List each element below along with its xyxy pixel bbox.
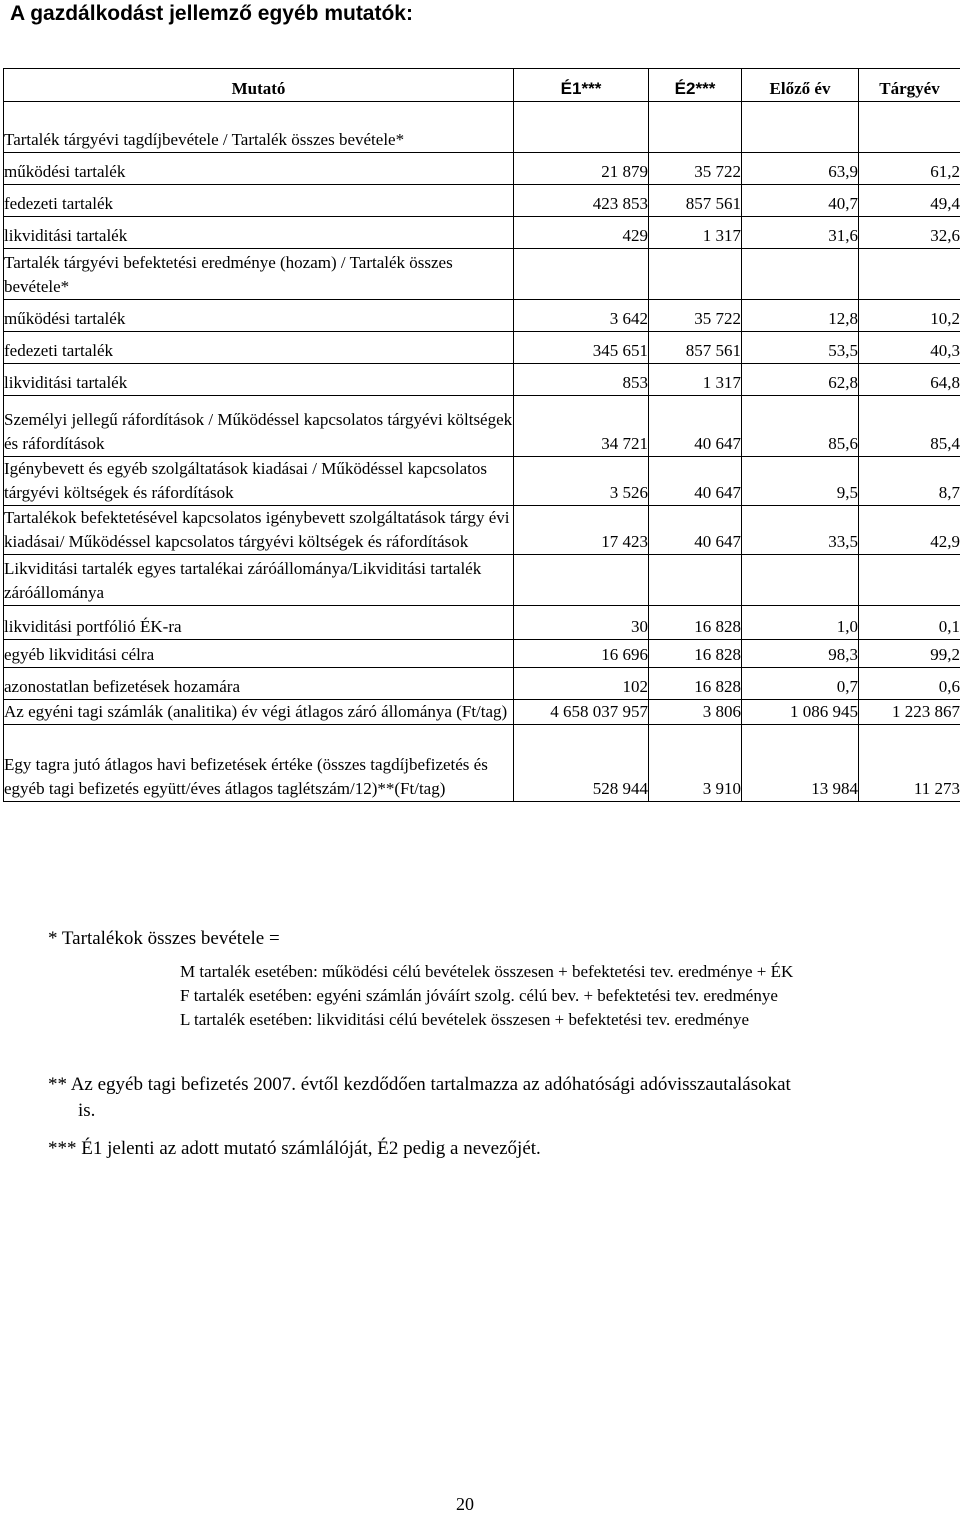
metrics-table [3,68,960,802]
row-label: fedezeti tartalék [4,332,514,364]
cell-curr: 0,1 [859,606,960,640]
cell-curr: 64,8 [859,364,960,396]
cell-curr: 32,6 [859,217,960,249]
cell-e1: 423 853 [514,185,649,217]
cell-curr: 1 223 867 [859,700,960,725]
cell-e2: 35 722 [649,300,742,332]
row-label: Személyi jellegű ráfordítások / Működéssel kapcsolatos tárgyévi költségek és ráfordítások [4,396,514,457]
footnote-1-line: L tartalék esetében: likviditási célú bevételek összesen + befektetési tev. eredménye [180,1008,793,1032]
row-label: fedezeti tartalék [4,185,514,217]
cell-e2: 35 722 [649,153,742,185]
row-label: likviditási tartalék [4,217,514,249]
cell-e1: 17 423 [514,506,649,555]
cell-e2: 3 806 [649,700,742,725]
table-row [4,300,960,332]
row-label: Egy tagra jutó átlagos havi befizetések értéke (összes tagdíjbefizetés és egyéb tagi befizetés együtt/éves átlagos taglétszám/12)**(Ft/tag) [4,725,514,802]
cell-prev: 1 086 945 [742,700,859,725]
table-row [4,725,960,802]
cell-curr: 40,3 [859,332,960,364]
group-label-row [4,102,960,153]
footnote-2 [48,1072,953,1124]
footnote-1-lines [180,960,793,1032]
row-label: működési tartalék [4,300,514,332]
cell-e1: 102 [514,668,649,700]
cell-e2: 40 647 [649,457,742,506]
cell-e2: 16 828 [649,606,742,640]
cell-e1: 3 526 [514,457,649,506]
group-label: Tartalék tárgyévi tagdíjbevétele / Tartalék összes bevétele* [4,102,514,153]
cell-e1: 4 658 037 957 [514,700,649,725]
header-e2: É2*** [649,69,742,102]
table-row [4,396,960,457]
cell-e1: 853 [514,364,649,396]
cell-prev: 63,9 [742,153,859,185]
table-row [4,217,960,249]
page-heading: A gazdálkodást jellemző egyéb mutatók: [10,2,413,26]
table-row [4,640,960,668]
cell-prev: 12,8 [742,300,859,332]
footnote-3: *** É1 jelenti az adott mutató számlálóját, É2 pedig a nevezőjét. [48,1138,541,1160]
cell-prev: 62,8 [742,364,859,396]
cell-prev: 53,5 [742,332,859,364]
cell-curr: 49,4 [859,185,960,217]
row-label: likviditási portfólió ÉK-ra [4,606,514,640]
header-mutato: Mutató [4,69,514,102]
cell-e2: 16 828 [649,640,742,668]
row-label: azonostatlan befizetések hozamára [4,668,514,700]
cell-e1: 528 944 [514,725,649,802]
cell-e2: 857 561 [649,332,742,364]
row-label: egyéb likviditási célra [4,640,514,668]
cell-curr: 10,2 [859,300,960,332]
cell-prev: 33,5 [742,506,859,555]
header-elozo-ev: Előző év [742,69,859,102]
table-row [4,668,960,700]
cell-curr: 42,9 [859,506,960,555]
cell-curr: 11 273 [859,725,960,802]
cell-e2: 3 910 [649,725,742,802]
group-label-row [4,555,960,606]
row-label: működési tartalék [4,153,514,185]
table-row [4,185,960,217]
table-row [4,457,960,506]
header-targyev: Tárgyév [859,69,960,102]
footnote-1-title: * Tartalékok összes bevétele = [48,928,280,950]
cell-curr: 8,7 [859,457,960,506]
cell-curr: 0,6 [859,668,960,700]
footnote-2-line: ** Az egyéb tagi befizetés 2007. évtől kezdődően tartalmazza az adóhatósági adóvisszautalásokat [48,1072,953,1098]
cell-e2: 857 561 [649,185,742,217]
cell-prev: 9,5 [742,457,859,506]
cell-e1: 34 721 [514,396,649,457]
table-row [4,506,960,555]
cell-prev: 13 984 [742,725,859,802]
cell-e1: 3 642 [514,300,649,332]
group-label-row [4,249,960,300]
cell-e2: 16 828 [649,668,742,700]
cell-e1: 345 651 [514,332,649,364]
row-label: Igénybevett és egyéb szolgáltatások kiadásai / Működéssel kapcsolatos tárgyévi költségek és ráfordítások [4,457,514,506]
group-label: Likviditási tartalék egyes tartalékai záróállománya/Likviditási tartalék záróállománya [4,555,514,606]
cell-curr: 85,4 [859,396,960,457]
cell-e1: 429 [514,217,649,249]
cell-e1: 21 879 [514,153,649,185]
cell-e2: 40 647 [649,506,742,555]
cell-e1: 16 696 [514,640,649,668]
cell-prev: 1,0 [742,606,859,640]
footnote-1-line: F tartalék esetében: egyéni számlán jóváírt szolg. célú bev. + befektetési tev. eredménye [180,984,793,1008]
table-row [4,606,960,640]
table-row [4,364,960,396]
page-number: 20 [0,1494,930,1515]
row-label: Tartalékok befektetésével kapcsolatos igénybevett szolgáltatások tárgy évi kiadásai/ Működéssel kapcsolatos tárgyévi költségek és ráfordítások [4,506,514,555]
cell-e2: 40 647 [649,396,742,457]
footnote-1-line: M tartalék esetében: működési célú bevételek összesen + befektetési tev. eredménye + ÉK [180,960,793,984]
footnote-2-continuation: is. [48,1098,953,1124]
row-label: likviditási tartalék [4,364,514,396]
cell-prev: 85,6 [742,396,859,457]
cell-curr: 61,2 [859,153,960,185]
table-row [4,700,960,725]
cell-e1: 30 [514,606,649,640]
table-row [4,332,960,364]
cell-prev: 31,6 [742,217,859,249]
cell-curr: 99,2 [859,640,960,668]
row-label: Az egyéni tagi számlák (analitika) év végi átlagos záró állománya (Ft/tag) [4,700,514,725]
header-e1: É1*** [514,69,649,102]
table-row [4,153,960,185]
cell-e2: 1 317 [649,364,742,396]
cell-prev: 0,7 [742,668,859,700]
cell-prev: 40,7 [742,185,859,217]
cell-prev: 98,3 [742,640,859,668]
cell-e2: 1 317 [649,217,742,249]
group-label: Tartalék tárgyévi befektetési eredménye (hozam) / Tartalék összes bevétele* [4,249,514,300]
table-header-row [4,69,960,102]
